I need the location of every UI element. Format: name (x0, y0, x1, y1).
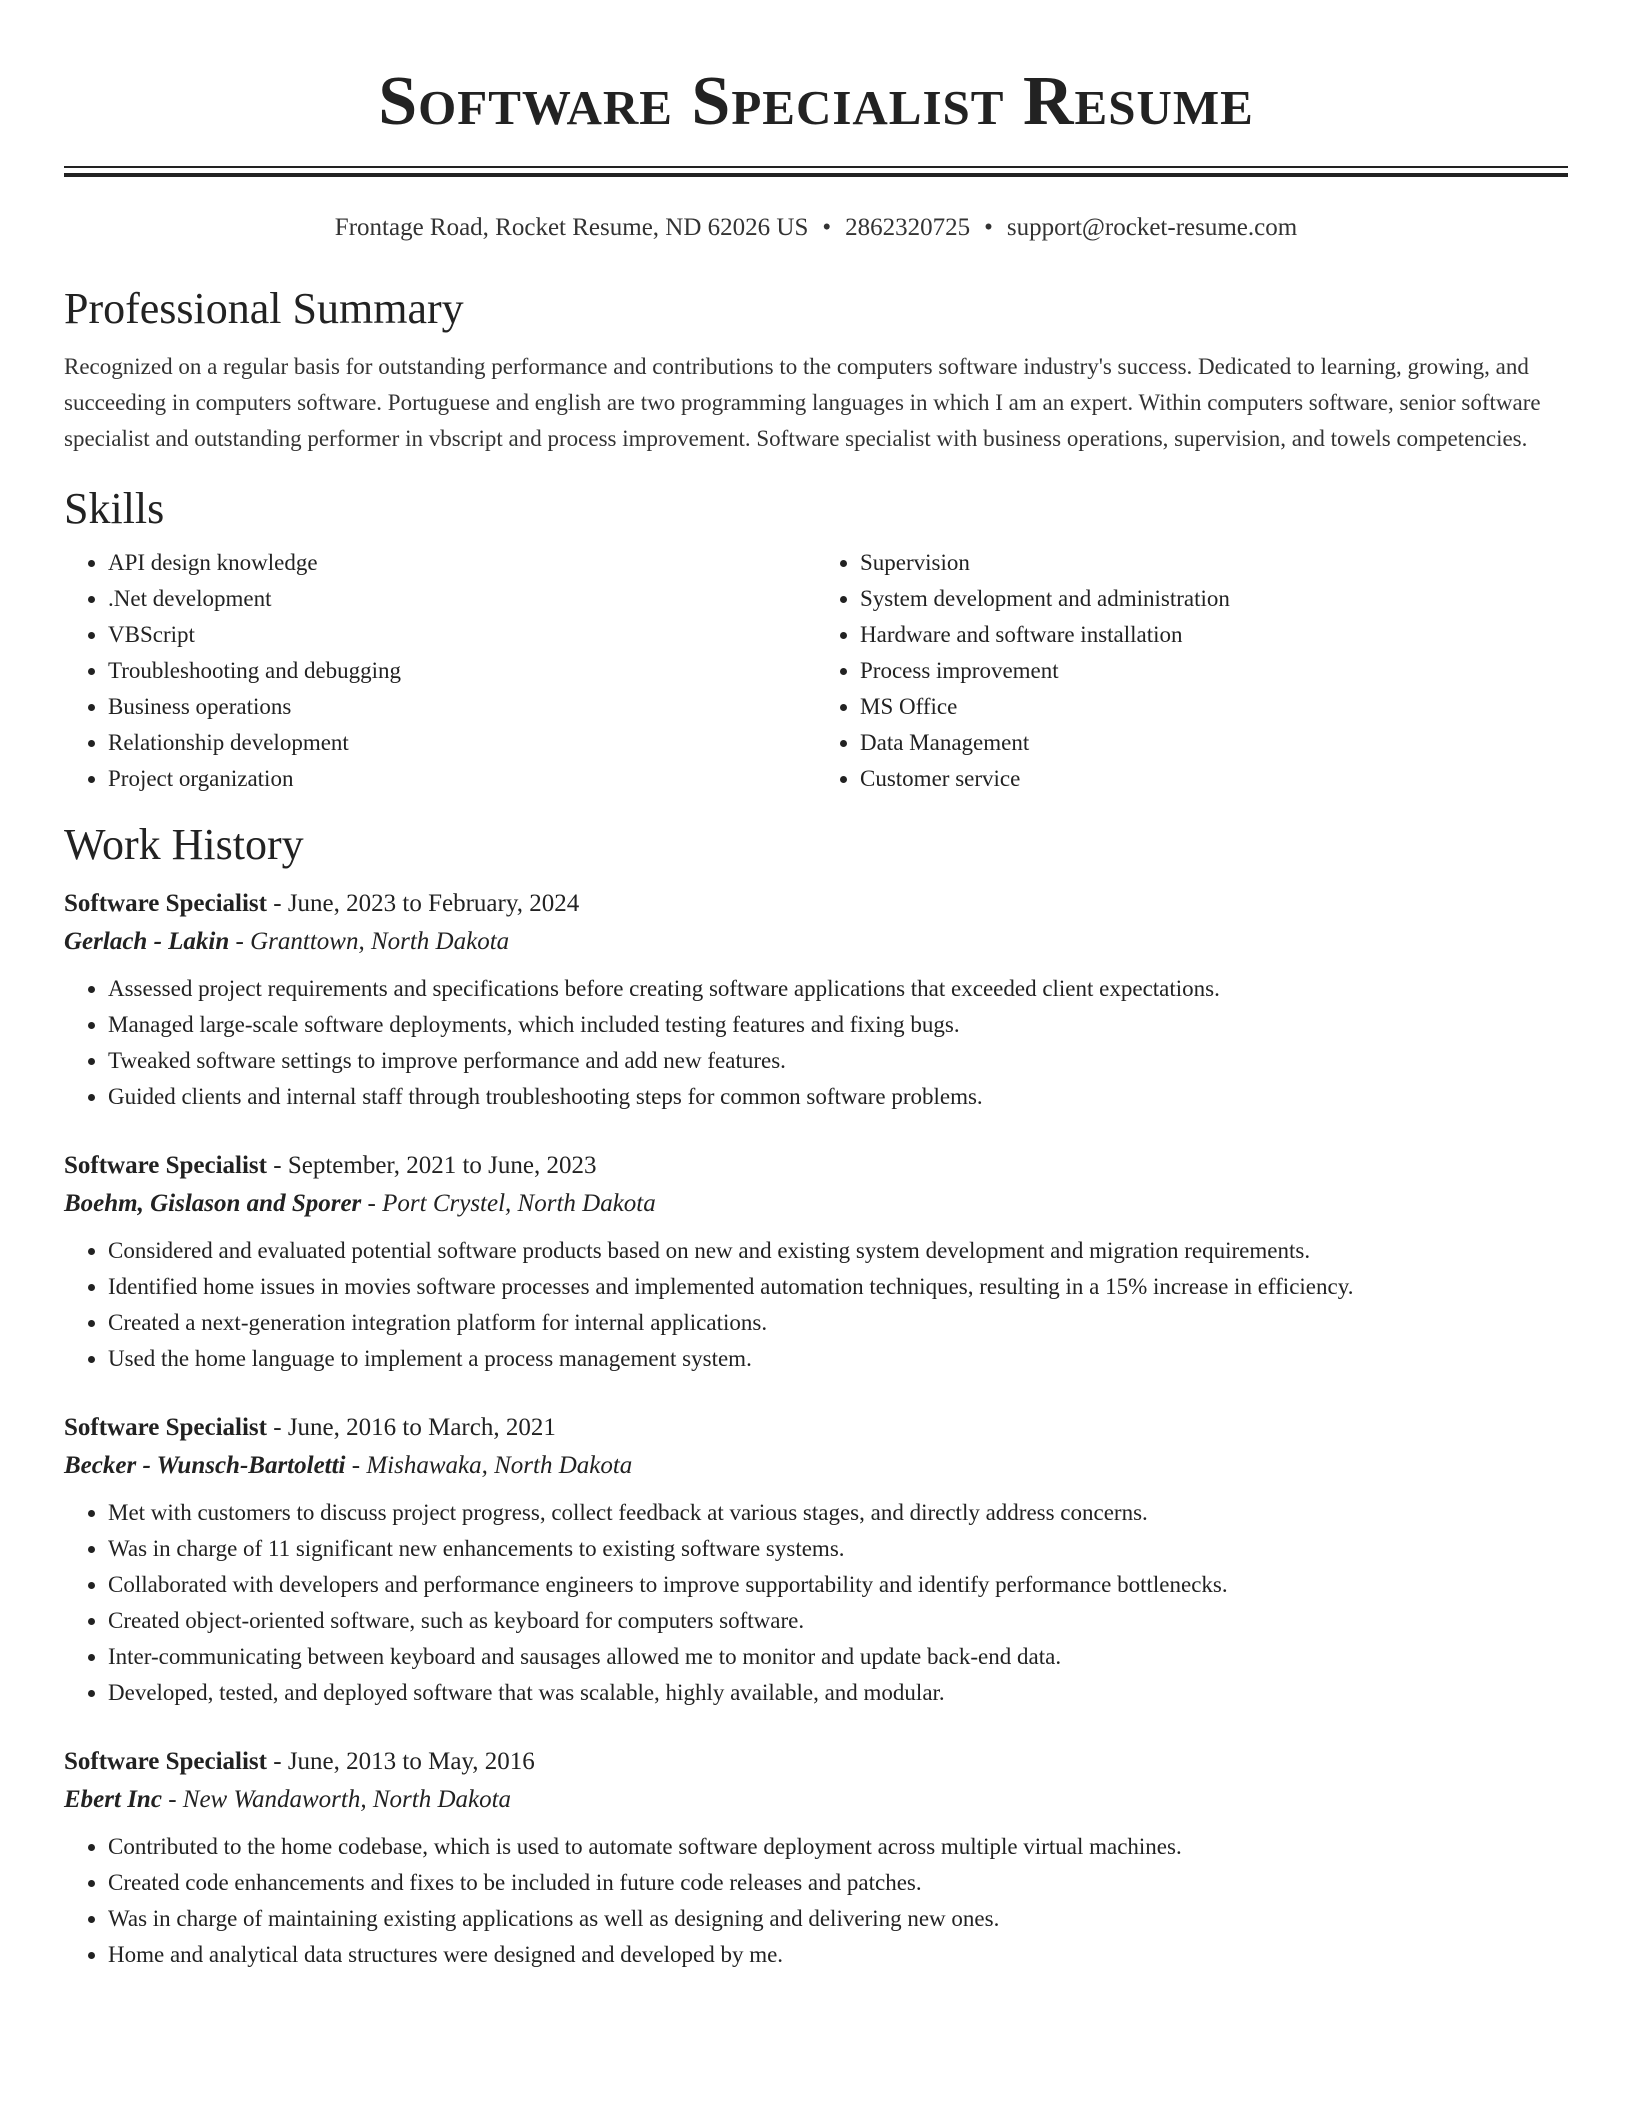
duty-item: • Contributed to the home codebase, which is used to automate software deployment across multiple virtual machines. (108, 1829, 1568, 1865)
job-entry (64, 1743, 1568, 1973)
contact-address: Frontage Road, Rocket Resume, ND 62026 US (334, 214, 809, 241)
job-dates: - June, 2023 to February, 2024 (267, 890, 580, 917)
job-title: Software Specialist (64, 1414, 267, 1441)
duty-item: • Was in charge of maintaining existing applications as well as designing and delivering new ones. (108, 1901, 1568, 1937)
duty-list (64, 971, 1568, 1115)
job-title-line (64, 1743, 1568, 1781)
skill-item: • Troubleshooting and debugging (108, 653, 816, 689)
skill-item: • Process improvement (860, 653, 1568, 689)
duty-item: • Met with customers to discuss project progress, collect feedback at various stages, and directly address concerns. (108, 1495, 1568, 1531)
employer-name: Ebert Inc (64, 1786, 162, 1813)
contact-separator: • (822, 214, 832, 241)
duty-item: • Tweaked software settings to improve performance and add new features. (108, 1043, 1568, 1079)
duty-item: • Created code enhancements and fixes to be included in future code releases and patches. (108, 1865, 1568, 1901)
employer-line (64, 1447, 1568, 1485)
duty-item: • Was in charge of 11 significant new enhancements to existing software systems. (108, 1531, 1568, 1567)
job-entry (64, 885, 1568, 1115)
contact-separator: • (984, 214, 993, 241)
skill-item: • Business operations (108, 689, 816, 725)
employer-location: - Granttown, North Dakota (229, 928, 510, 955)
job-dates: - June, 2016 to March, 2021 (267, 1414, 556, 1441)
duty-item: • Assessed project requirements and specifications before creating software applications that exceeded client expectations. (108, 971, 1568, 1007)
employer-name: Gerlach - Lakin (64, 928, 230, 955)
contact-phone: 2862320725 (845, 214, 971, 241)
duty-item: • Home and analytical data structures were designed and developed by me. (108, 1937, 1568, 1973)
duty-list (64, 1829, 1568, 1973)
duty-item: • Considered and evaluated potential software products based on new and existing system development and migration requirements. (108, 1233, 1568, 1269)
skill-item: • MS Office (860, 689, 1568, 725)
employer-line (64, 1185, 1568, 1223)
employer-line (64, 923, 1568, 961)
title-double-rule (64, 166, 1568, 177)
skill-item: • Supervision (860, 545, 1568, 581)
employer-location: - Mishawaka, North Dakota (345, 1452, 633, 1479)
employer-line (64, 1781, 1568, 1819)
job-title: Software Specialist (64, 890, 267, 917)
duty-item: • Used the home language to implement a process management system. (108, 1341, 1568, 1377)
duty-item: • Created object-oriented software, such as keyboard for computers software. (108, 1603, 1568, 1639)
skill-item: • .Net development (108, 581, 816, 617)
skill-item: • Hardware and software installation (860, 617, 1568, 653)
employer-name: Becker - Wunsch-Bartoletti (64, 1452, 346, 1479)
job-title-line (64, 1409, 1568, 1447)
duty-item: • Developed, tested, and deployed software that was scalable, highly available, and modular. (108, 1675, 1568, 1711)
skill-item: • VBScript (108, 617, 816, 653)
duty-item: • Identified home issues in movies software processes and implemented automation techniques, resulting in a 15% increase in efficiency. (108, 1269, 1568, 1305)
skill-item: • API design knowledge (108, 545, 816, 581)
duty-item: • Guided clients and internal staff through troubleshooting steps for common software problems. (108, 1079, 1568, 1115)
skill-item: • Data Management (860, 725, 1568, 761)
skill-item: • Customer service (860, 761, 1568, 797)
skills-column-left (64, 545, 816, 797)
contact-line (64, 213, 1568, 243)
summary-text: Recognized on a regular basis for outstanding performance and contributions to the computers software industry's success. Dedicated to learning, growing, and succeeding in computers software. Portuguese and english are two programming languages in which I am an expert. Within computers software, senior software specialist and outstanding performer in vbscript and process improvement. Software specialist with business operations, supervision, and towels competencies. (64, 354, 1541, 451)
employer-location: - Port Crystel, North Dakota (361, 1190, 656, 1217)
skills-heading: Skills (64, 484, 165, 533)
duty-list (64, 1233, 1568, 1377)
skills-column-right (816, 545, 1568, 797)
job-title: Software Specialist (64, 1152, 267, 1179)
employer-location: - New Wandaworth, North Dakota (161, 1786, 512, 1813)
work-history-heading: Work History (64, 820, 304, 869)
skill-item: • System development and administration (860, 581, 1568, 617)
duty-item: • Created a next-generation integration platform for internal applications. (108, 1305, 1568, 1341)
skills-grid (64, 545, 1568, 797)
duty-item: • Managed large-scale software deployments, which included testing features and fixing bugs. (108, 1007, 1568, 1043)
skill-item: • Project organization (108, 761, 816, 797)
job-title: Software Specialist (64, 1748, 267, 1775)
job-dates: - June, 2013 to May, 2016 (267, 1748, 535, 1775)
skill-item: • Relationship development (108, 725, 816, 761)
contact-email: support@rocket-resume.com (1006, 214, 1298, 241)
summary-heading: Professional Summary (64, 284, 464, 333)
job-entry (64, 1147, 1568, 1377)
job-dates: - September, 2021 to June, 2023 (267, 1152, 597, 1179)
job-entry (64, 1409, 1568, 1711)
resume-title: Software Specialist Resume (378, 63, 1254, 140)
employer-name: Boehm, Gislason and Sporer (64, 1190, 362, 1217)
duty-item: • Collaborated with developers and performance engineers to improve supportability and identify performance bottlenecks. (108, 1567, 1568, 1603)
job-title-line (64, 1147, 1568, 1185)
job-title-line (64, 885, 1568, 923)
duty-item: • Inter-communicating between keyboard and sausages allowed me to monitor and update back-end data. (108, 1639, 1568, 1675)
duty-list (64, 1495, 1568, 1711)
